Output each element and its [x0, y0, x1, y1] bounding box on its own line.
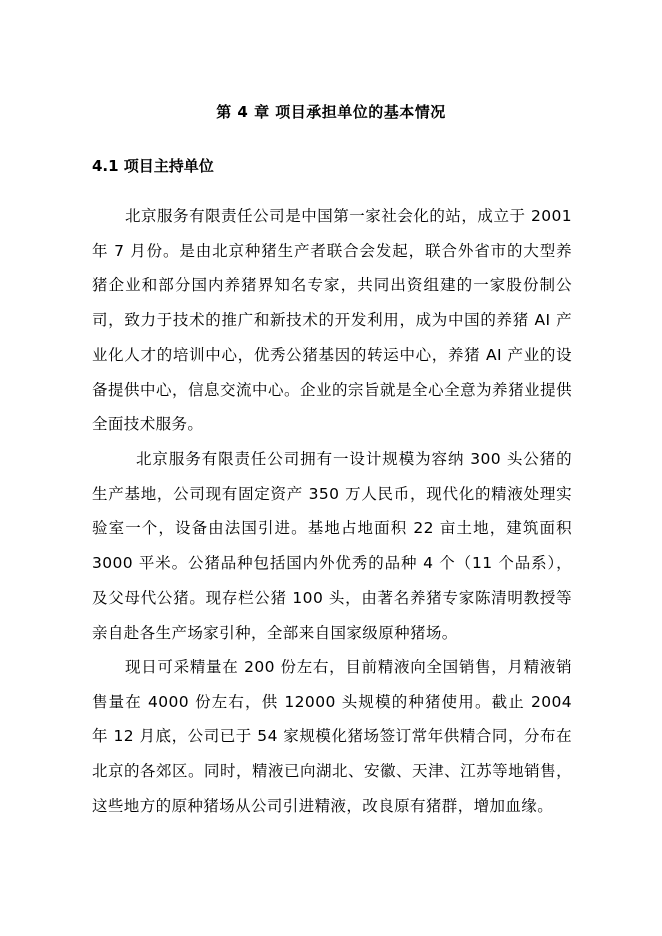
- paragraph-production-base: 北京服务有限责任公司拥有一设计规模为容纳 300 头公猪的生产基地，公司现有固定资产 350 万人民币，现代化的精液处理实验室一个，设备由法国引进。基地占地面积 22 亩土地，建筑面积 3000 平米。公猪品种包括国内外优秀的品种 4 个（11 个品系），及父母代公猪。现存栏公猪 100 头，由著名养猪专家陈清明教授等亲自赴各生产场家引种，全部来自国家级原种猪场。: [92, 450, 572, 642]
- paragraph-sales: 现日可采精量在 200 份左右，目前精液向全国销售，月精液销售量在 4000 份左右，供 12000 头规模的种猪使用。截止 2004 年 12 月底，公司已于 54 家规模化猪场签订常年供精合同，分布在北京的各郊区。同时，精液已向湖北、安徽、天津、江苏等地销售，这些地方的原种猪场从公司引进精液，改良原有猪群，增加血缘。: [92, 658, 572, 815]
- section-heading: 4.1 项目主持单位: [92, 157, 214, 175]
- paragraph-company-intro: 北京服务有限责任公司是中国第一家社会化的站，成立于 2001 年 7 月份。是由北京种猪生产者联合会发起，联合外省市的大型养猪企业和部分国内养猪界知名专家，共同出资组建的一家股份制公司，致力于技术的推广和新技术的开发利用，成为中国的养猪 AI 产业化人才的培训中心，优秀公猪基因的转运中心，养猪 AI 产业的设备提供中心，信息交流中心。企业的宗旨就是全心全意为养猪业提供全面技术服务。: [92, 207, 572, 434]
- chapter-title: 第 4 章 项目承担单位的基本情况: [216, 103, 446, 121]
